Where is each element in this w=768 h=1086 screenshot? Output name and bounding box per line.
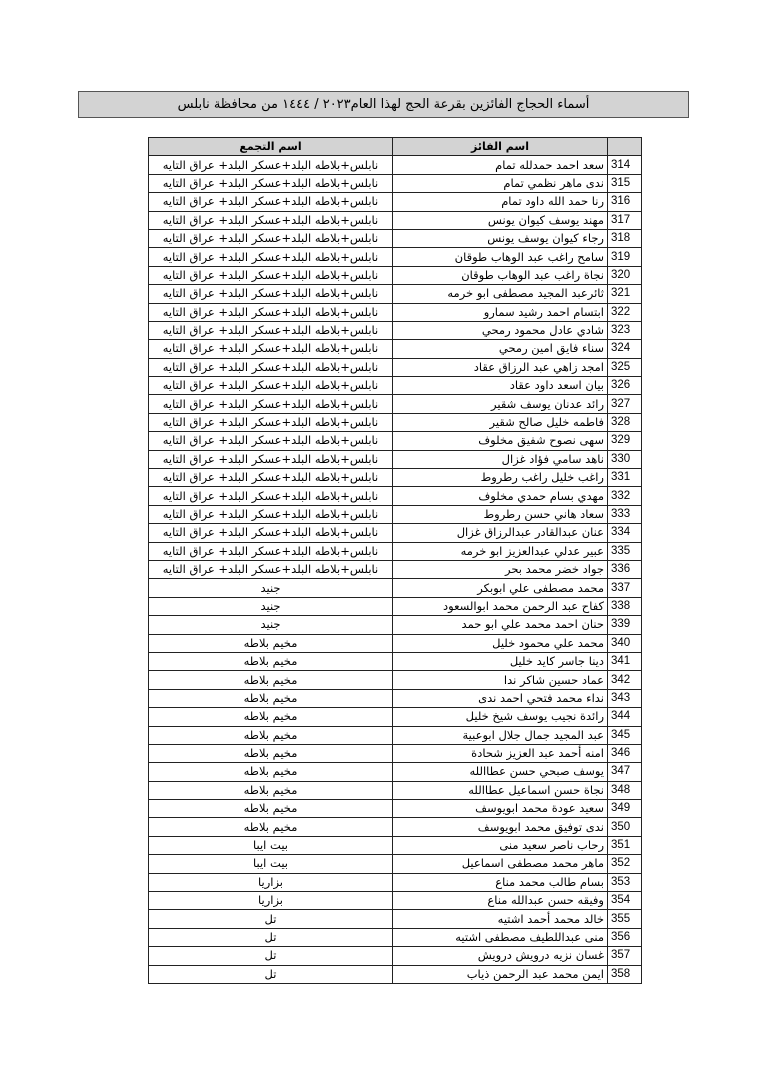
group-name: مخيم بلاطه: [149, 818, 393, 836]
header-name: اسم الفائز: [393, 138, 608, 156]
row-number: 347: [608, 763, 642, 781]
document-title: أسماء الحجاج الفائزين بقرعة الحج لهذا العام٢٠٢٣ / ١٤٤٤ من محافظة نابلس: [78, 91, 689, 118]
group-name: نابلس+بلاطه البلد+عسكر البلد+ عراق التايه: [149, 505, 393, 523]
group-name: بزاريا: [149, 892, 393, 910]
winner-name: بسام طالب محمد مناع: [393, 873, 608, 891]
winner-name: منى عبداللطيف مصطفى اشتيه: [393, 928, 608, 946]
table-row: [149, 229, 642, 247]
row-number: 316: [608, 193, 642, 211]
table-row: [149, 524, 642, 542]
group-name: نابلس+بلاطه البلد+عسكر البلد+ عراق التايه: [149, 303, 393, 321]
winner-name: فاطمه خليل صالح شقير: [393, 413, 608, 431]
winner-name: بيان اسعد داود عقاد: [393, 377, 608, 395]
table-row: [149, 395, 642, 413]
group-name: نابلس+بلاطه البلد+عسكر البلد+ عراق التايه: [149, 266, 393, 284]
row-number: 346: [608, 744, 642, 762]
winner-name: امجد زاهي عبد الرزاق عقاد: [393, 358, 608, 376]
table-header-row: [149, 138, 642, 156]
table-row: [149, 763, 642, 781]
group-name: جنيد: [149, 579, 393, 597]
table-row: [149, 597, 642, 615]
group-name: نابلس+بلاطه البلد+عسكر البلد+ عراق التايه: [149, 156, 393, 174]
winner-name: ناهد سامي فؤاد غزال: [393, 450, 608, 468]
group-name: مخيم بلاطه: [149, 781, 393, 799]
table-row: [149, 708, 642, 726]
group-name: بيت ايبا: [149, 836, 393, 854]
group-name: نابلس+بلاطه البلد+عسكر البلد+ عراق التايه: [149, 248, 393, 266]
winner-name: سعد احمد حمدلله تمام: [393, 156, 608, 174]
table-row: [149, 928, 642, 946]
row-number: 341: [608, 652, 642, 670]
row-number: 350: [608, 818, 642, 836]
table-row: [149, 174, 642, 192]
row-number: 314: [608, 156, 642, 174]
winner-name: رحاب ناصر سعيد منى: [393, 836, 608, 854]
group-name: مخيم بلاطه: [149, 689, 393, 707]
group-name: جنيد: [149, 597, 393, 615]
winner-name: وفيقه حسن عبدالله مناع: [393, 892, 608, 910]
winner-name: راغب خليل راغب رطروط: [393, 469, 608, 487]
table-row: [149, 726, 642, 744]
table-row: [149, 469, 642, 487]
winner-name: جواد خضر محمد بحر: [393, 560, 608, 578]
table-row: [149, 671, 642, 689]
row-number: 331: [608, 469, 642, 487]
table-row: [149, 800, 642, 818]
row-number: 342: [608, 671, 642, 689]
table-row: [149, 266, 642, 284]
group-name: نابلس+بلاطه البلد+عسكر البلد+ عراق التايه: [149, 285, 393, 303]
row-number: 340: [608, 634, 642, 652]
table-row: [149, 634, 642, 652]
group-name: نابلس+بلاطه البلد+عسكر البلد+ عراق التايه: [149, 321, 393, 339]
table-row: [149, 487, 642, 505]
table-row: [149, 211, 642, 229]
winner-name: عنان عبدالقادر عبدالرزاق غزال: [393, 524, 608, 542]
row-number: 323: [608, 321, 642, 339]
winner-name: يوسف صبحي حسن عطاالله: [393, 763, 608, 781]
group-name: نابلس+بلاطه البلد+عسكر البلد+ عراق التايه: [149, 413, 393, 431]
group-name: نابلس+بلاطه البلد+عسكر البلد+ عراق التايه: [149, 174, 393, 192]
group-name: تل: [149, 928, 393, 946]
group-name: نابلس+بلاطه البلد+عسكر البلد+ عراق التايه: [149, 193, 393, 211]
row-number: 334: [608, 524, 642, 542]
row-number: 358: [608, 965, 642, 983]
group-name: تل: [149, 910, 393, 928]
row-number: 357: [608, 947, 642, 965]
winner-name: عبير عدلي عبدالعزيز ابو خرمه: [393, 542, 608, 560]
group-name: نابلس+بلاطه البلد+عسكر البلد+ عراق التايه: [149, 340, 393, 358]
row-number: 353: [608, 873, 642, 891]
group-name: نابلس+بلاطه البلد+عسكر البلد+ عراق التايه: [149, 358, 393, 376]
group-name: جنيد: [149, 616, 393, 634]
group-name: مخيم بلاطه: [149, 671, 393, 689]
group-name: نابلس+بلاطه البلد+عسكر البلد+ عراق التايه: [149, 211, 393, 229]
table-row: [149, 432, 642, 450]
winner-name: سعاد هاني حسن رطروط: [393, 505, 608, 523]
row-number: 322: [608, 303, 642, 321]
group-name: نابلس+بلاطه البلد+عسكر البلد+ عراق التايه: [149, 469, 393, 487]
table-row: [149, 616, 642, 634]
winner-name: دينا جاسر كايد خليل: [393, 652, 608, 670]
row-number: 332: [608, 487, 642, 505]
group-name: مخيم بلاطه: [149, 726, 393, 744]
winner-name: شادي عادل محمود رمحي: [393, 321, 608, 339]
winner-name: نداء محمد فتحي احمد ندى: [393, 689, 608, 707]
row-number: 324: [608, 340, 642, 358]
row-number: 328: [608, 413, 642, 431]
row-number: 319: [608, 248, 642, 266]
winner-name: حنان احمد محمد علي ابو حمد: [393, 616, 608, 634]
table-row: [149, 947, 642, 965]
row-number: 327: [608, 395, 642, 413]
group-name: نابلس+بلاطه البلد+عسكر البلد+ عراق التايه: [149, 377, 393, 395]
winner-name: ابتسام احمد رشيد سمارو: [393, 303, 608, 321]
row-number: 352: [608, 855, 642, 873]
row-number: 333: [608, 505, 642, 523]
table-row: [149, 193, 642, 211]
row-number: 339: [608, 616, 642, 634]
group-name: نابلس+بلاطه البلد+عسكر البلد+ عراق التايه: [149, 487, 393, 505]
table-row: [149, 836, 642, 854]
table-row: [149, 892, 642, 910]
winner-name: ماهر محمد مصطفى اسماعيل: [393, 855, 608, 873]
winner-name: رجاء كيوان يوسف يونس: [393, 229, 608, 247]
table-row: [149, 303, 642, 321]
winner-name: امنه أحمد عبد العزيز شحادة: [393, 744, 608, 762]
row-number: 321: [608, 285, 642, 303]
table-row: [149, 358, 642, 376]
row-number: 336: [608, 560, 642, 578]
group-name: تل: [149, 947, 393, 965]
group-name: مخيم بلاطه: [149, 652, 393, 670]
table-row: [149, 542, 642, 560]
winner-name: محمد مصطفى علي ابوبكر: [393, 579, 608, 597]
table-row: [149, 377, 642, 395]
row-number: 338: [608, 597, 642, 615]
row-number: 330: [608, 450, 642, 468]
row-number: 337: [608, 579, 642, 597]
winner-name: ندى توفيق محمد ابويوسف: [393, 818, 608, 836]
winner-name: عبد المجيد جمال جلال ابوعبية: [393, 726, 608, 744]
winner-name: ايمن محمد عبد الرحمن ذياب: [393, 965, 608, 983]
table-row: [149, 413, 642, 431]
table-row: [149, 505, 642, 523]
table-row: [149, 321, 642, 339]
row-number: 315: [608, 174, 642, 192]
group-name: نابلس+بلاطه البلد+عسكر البلد+ عراق التايه: [149, 395, 393, 413]
table-row: [149, 689, 642, 707]
group-name: مخيم بلاطه: [149, 744, 393, 762]
group-name: نابلس+بلاطه البلد+عسكر البلد+ عراق التايه: [149, 432, 393, 450]
winner-name: مهند يوسف كيوان يونس: [393, 211, 608, 229]
table-row: [149, 965, 642, 983]
row-number: 335: [608, 542, 642, 560]
group-name: مخيم بلاطه: [149, 708, 393, 726]
row-number: 349: [608, 800, 642, 818]
group-name: نابلس+بلاطه البلد+عسكر البلد+ عراق التايه: [149, 229, 393, 247]
winner-name: سعيد عودة محمد ابويوسف: [393, 800, 608, 818]
table-row: [149, 340, 642, 358]
table-row: [149, 450, 642, 468]
table-row: [149, 156, 642, 174]
winner-name: رنا حمد الله داود تمام: [393, 193, 608, 211]
row-number: 345: [608, 726, 642, 744]
table-row: [149, 744, 642, 762]
group-name: نابلس+بلاطه البلد+عسكر البلد+ عراق التايه: [149, 542, 393, 560]
group-name: نابلس+بلاطه البلد+عسكر البلد+ عراق التايه: [149, 450, 393, 468]
row-number: 343: [608, 689, 642, 707]
winner-name: رائد عدنان يوسف شقير: [393, 395, 608, 413]
group-name: تل: [149, 965, 393, 983]
group-name: بيت ايبا: [149, 855, 393, 873]
row-number: 356: [608, 928, 642, 946]
group-name: نابلس+بلاطه البلد+عسكر البلد+ عراق التايه: [149, 560, 393, 578]
row-number: 329: [608, 432, 642, 450]
row-number: 348: [608, 781, 642, 799]
table-row: [149, 248, 642, 266]
group-name: مخيم بلاطه: [149, 800, 393, 818]
row-number: 320: [608, 266, 642, 284]
row-number: 354: [608, 892, 642, 910]
winner-name: رائدة نجيب يوسف شيخ خليل: [393, 708, 608, 726]
row-number: 326: [608, 377, 642, 395]
row-number: 344: [608, 708, 642, 726]
table-row: [149, 855, 642, 873]
winner-name: خالد محمد أحمد اشتيه: [393, 910, 608, 928]
group-name: نابلس+بلاطه البلد+عسكر البلد+ عراق التايه: [149, 524, 393, 542]
winner-name: سامح راغب عبد الوهاب طوقان: [393, 248, 608, 266]
row-number: 317: [608, 211, 642, 229]
winners-table: [148, 137, 642, 984]
table-row: [149, 781, 642, 799]
table-row: [149, 873, 642, 891]
winner-name: نجاة راغب عبد الوهاب طوقان: [393, 266, 608, 284]
row-number: 355: [608, 910, 642, 928]
group-name: مخيم بلاطه: [149, 634, 393, 652]
winner-name: عماد حسين شاكر ندا: [393, 671, 608, 689]
header-group: اسم التجمع: [149, 138, 393, 156]
table-row: [149, 910, 642, 928]
group-name: بزاريا: [149, 873, 393, 891]
table-row: [149, 285, 642, 303]
table-row: [149, 652, 642, 670]
winner-name: مهدي بسام حمدي مخلوف: [393, 487, 608, 505]
winner-name: نجاة حسن اسماعيل عطاالله: [393, 781, 608, 799]
table-row: [149, 818, 642, 836]
row-number: 318: [608, 229, 642, 247]
winner-name: ندى ماهر نظمي تمام: [393, 174, 608, 192]
row-number: 325: [608, 358, 642, 376]
winner-name: كفاح عبد الرحمن محمد ابوالسعود: [393, 597, 608, 615]
winner-name: غسان نزيه درويش درويش: [393, 947, 608, 965]
header-number: [608, 138, 642, 156]
table-body: [149, 156, 642, 984]
row-number: 351: [608, 836, 642, 854]
winner-name: سناء فايق امين رمحي: [393, 340, 608, 358]
winner-name: سهى نصوح شفيق مخلوف: [393, 432, 608, 450]
winner-name: محمد علي محمود خليل: [393, 634, 608, 652]
group-name: مخيم بلاطه: [149, 763, 393, 781]
winner-name: ثائرعبد المجيد مصطفى ابو خرمه: [393, 285, 608, 303]
table-row: [149, 560, 642, 578]
table-row: [149, 579, 642, 597]
